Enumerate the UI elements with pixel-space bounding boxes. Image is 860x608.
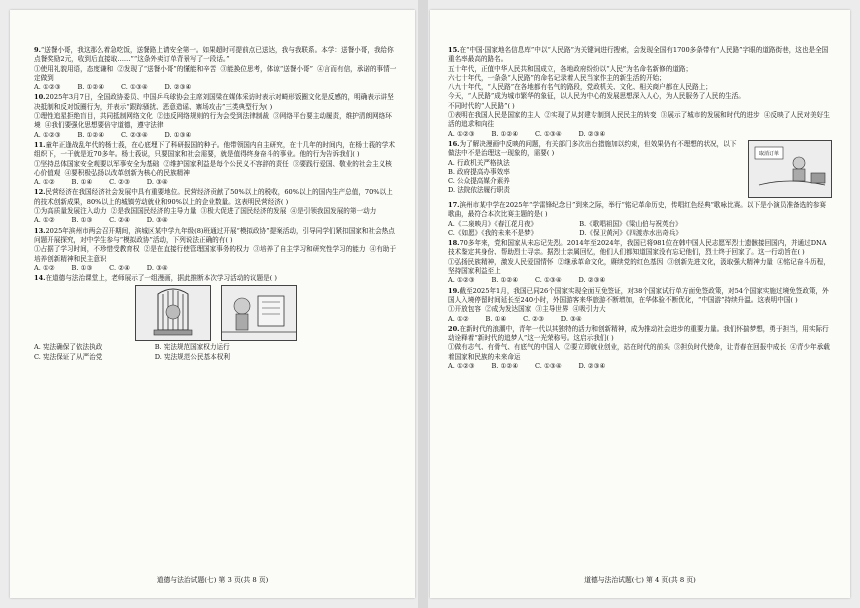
- question-stem: 滨州市某中学在2025年“学雷锋纪念日”到来之际，举行“铭记革命历史，传唱红色经典”歌咏比赛。以下是小演员准备选的参赛歌曲，最符合本次比赛主题的是( ): [448, 200, 827, 219]
- question-statements: ①为高质量发展注入动力 ②是我国国民经济的主导力量 ③极大促进了国民经济的发展 ④是引领我国发展的第一动力: [34, 207, 377, 216]
- answer-choices: A. ①② B. ①④ C. ②③ D. ③④: [34, 178, 168, 187]
- answer-choices: A. 宪法确保了依法执政 B. 宪法规范国家权力运行 C. 宪法保证了从严治党 D. 宪法规范公民基本权利: [34, 343, 230, 361]
- page-footer: 道德与法治试题(七) 第 3 页(共 8 页): [156, 576, 269, 584]
- question-number: 15.: [448, 46, 460, 54]
- cartoon-left: [135, 285, 211, 341]
- page-3: [10, 10, 415, 598]
- question-stem: 民营经济在我国经济社会发展中具有重要地位。民营经济贡献了50%以上的税收，60%以上的国内生产总值，70%以上的技术创新成果，80%以上的城镇劳动就业和90%以上的企业数量。这表明民营经济( ): [34, 188, 393, 206]
- question-stem: 70多年来，党和国家从未忘记先烈。2014年至2024年，我国已将981位在韩中国人民志愿军烈士遗骸接回国内，并通过DNA技术鉴定其身份、帮助烈士寻亲。据烈士亲属回忆，他们人们都知道国家没有忘记他们，烈士终于回家了。这一行动旨在( ): [448, 239, 827, 257]
- question-stem: 2025年3月7日，全国政协委员、中国乒乓球协会主席刘国梁在媒体采访时表示对畸形饭圈文化是反感的，明确表示讲坚决抵制和反对饭圈行为，并表示“跟踪骚扰、恶意造谣、寨场攻击”三类典型行为( ): [34, 93, 394, 111]
- page-4: [430, 10, 850, 598]
- question-number: 12.: [34, 188, 46, 197]
- question-stem: 为了解决漫画中反映的问题，有关部门多次出台措施加以约束，但效果仍有不理想的状况，以下做法中不是治理这一现象的，需要( ): [448, 139, 737, 158]
- question-12: [34, 188, 397, 225]
- question-number: 10.: [34, 93, 46, 102]
- question-number: 19.: [448, 286, 460, 295]
- question-number: 17.: [448, 200, 460, 209]
- question-stem: 在“中国·国家地名信息库”中以“人民路”为关键词进行搜索，会发现全国有1700多条带有“人民路”字眼的道路街巷，这也是全国重名率最高的路名。 五十年代，正值中华人民共和国成立，各地政府纷纷以“人民”为名命名新修的道路； 六七十年代，一条条“人民路”的命名记录着人民当家作主的新生活的开始； 八九十年代，“人民路”在各地都有名气的路段，党政机关、文化、相关商户都在人民路上； 今天，“人民路”成为城市繁华的象征，以人民为中心的发展思想深入人心，为人民服务了人民的生活。 不同时代的“人民路”( ): [448, 46, 829, 110]
- answer-choices: A. ①②③ B. ①②④ C. ②③④ D. ①③④: [34, 130, 192, 139]
- answer-choices: A. ①②③ B. ①②④ C. ①③④ D. ②③④: [448, 276, 606, 285]
- question-number: 18.: [448, 239, 460, 248]
- cartoon-right: [221, 285, 297, 341]
- question-17: [448, 201, 832, 238]
- answer-choices: A.《二泉映月》《春江花月夜》 B.《歌唱祖国》《梁山伯与祝英台》 C.《如愿》《我的未来不是梦》 D.《保卫黄河》《四渡赤水出奇兵》: [448, 219, 682, 237]
- question-statements: ①弘扬民族精神，激发人民爱国情怀 ②继承革命文化，赓续党的红色基因 ③创新先进文化，汲取强大精神力量 ④铭记奋斗历程，坚持国家利益至上: [448, 257, 830, 276]
- page-4-content: [448, 46, 832, 372]
- page-fold: [418, 0, 428, 608]
- cartoon-q16: [748, 140, 832, 198]
- cartoon-pair: [34, 285, 397, 341]
- question-number: 13.: [34, 226, 46, 235]
- question-statements: ①开放包容 ②成为发达国家 ③主导世界 ④吸引力大: [448, 305, 606, 314]
- question-statements: ①坚持总体国家安全观要以军事安全为基础 ②维护国家利益是每个公民义不容辞的责任 ③要践行爱国、敬业的社会主义核心价值观 ④要积极弘扬以改革创新为核心的民族精神: [34, 159, 392, 177]
- balance-cartoon-icon: [222, 286, 296, 340]
- question-statements: ①占据了学习时间，不珍惜受教育权 ②是在直接行使管理国家事务的权力 ③培养了自主学习和研究性学习的能力 ④有助于培养创新精神和民主意识: [34, 245, 397, 263]
- question-stem: 在道德与法治课堂上，老师展示了一组漫画，据此推断本次学习活动的议题是( ): [45, 274, 277, 283]
- question-19: [448, 287, 832, 324]
- question-statements: ①使用礼貌用语，态度谦和 ②发现了“送餐小哥”的懂能和辛苦 ③能换位思考，体谅“送餐小哥” ④言而有信，承诺的事情一定做到: [34, 64, 397, 82]
- answer-choices: A. ①②③ B. ①②④ C. ①③④ D. ②③④: [34, 83, 192, 92]
- answer-choices: A. ①② B. ①④ C. ②③ D. ③④: [448, 314, 582, 323]
- question-stem: 截至2025年1月，我国已同26个国家实现全面互免签证，对38个国家试行单方面免签政策，对54个国家实施过境免签政策，外国人入境停留时间延长至240小时，外国游客来华旅游不断增加，在华体验不断优化，“中国游”持续升温。这表明中国( ): [448, 286, 829, 304]
- question-statements: ①表明在我国人民是国家的主人 ②实现了从封建专制到人民民主的转变 ③展示了城市的发展和时代的进步 ④反映了人民对美好生活的追求和向往: [448, 111, 830, 129]
- answer-choices: A. ①②③ B. ①②④ C. ①③④ D. ②③④: [448, 362, 606, 371]
- question-number: 9.: [34, 46, 41, 54]
- question-number: 14.: [34, 274, 46, 283]
- question-10: [34, 93, 397, 139]
- question-stem: “送餐小哥，我这那么着急吃饭，送餐路上请安全第一。如果超时可提前点已送达，我与我联系。本学：送餐小哥，我给你点餐奖励2元，收到后直接取……”“这条外卖订单背景写了一段话。”: [34, 46, 394, 64]
- question-number: 11.: [34, 140, 46, 149]
- question-number: 16.: [448, 139, 460, 148]
- page-3-content: [34, 46, 397, 363]
- question-stem: 在新时代的浪潮中，青年一代以其独特的活力和创新精神，成为推动社会进步的重要力量。我们怀揣梦想，勇于担当，用实际行动诠释着“新时代的追梦人”这一光荣称号。这启示我们( ): [448, 324, 829, 343]
- digging-cartoon-icon: [749, 141, 831, 197]
- question-20: [448, 325, 832, 371]
- page-footer: 道德与法治试题(七) 第 4 页(共 8 页): [584, 576, 696, 584]
- question-11: [34, 141, 397, 187]
- answer-choices: A. 行政机关严格执法 B. 政府提高办事效率 C. 公众提高媒介素养 D. 法院依法履行职责: [448, 158, 510, 195]
- question-18: [448, 239, 832, 285]
- question-statements: ①做有志气、有骨气、有底气的中国人 ②要立即就业创业，站在时代的前头 ③担负时代使命，让青春在回报中成长 ④青少年承载着国家和民族的未来命运: [448, 343, 830, 361]
- svg-text:取消订单: 取消订单: [758, 150, 780, 157]
- question-stem: 童年正逢战乱年代的杨士莪，在心底埋下了科研报国的种子。他带领国内自主研究，在十几年的时间内，在杨士莪的学术组织下，一干就是近70多年。杨士莪说，只要国家和社会需要，就是值得终身奋斗的事业。他的行为告诉我们( ): [34, 140, 395, 159]
- question-stem: 2025年滨州市两会召开期间，滨城区某中学九年级(8)班通过开展“模拟政协”提案活动，引导同学们紧扣国家和社会热点问题开展探究，对中学生参与“模拟政协”活动，下列说法正确的有( ): [34, 226, 395, 244]
- question-13: [34, 227, 397, 273]
- answer-choices: A. ①② B. ①③ C. ②④ D. ③④: [34, 263, 168, 272]
- question-number: 20.: [448, 324, 460, 333]
- answer-choices: A. ①② B. ①③ C. ②④ D. ③④: [34, 216, 168, 225]
- question-statements: ①理性追星拒绝盲目，共同抵制网络文化 ②违反网络规则的行为会受到法律制裁 ③网络平台要主动履责，维护清朗网络环境 ④我们要强化思想要倍守道德，遵守法律: [34, 112, 392, 130]
- question-16: [448, 140, 832, 200]
- question-14: [34, 274, 397, 362]
- question-9: [34, 46, 397, 92]
- answer-choices: A. ①②③ B. ①②④ C. ①③④ D. ②③④: [448, 129, 606, 138]
- question-15: [448, 46, 832, 139]
- cage-cartoon-icon: [136, 286, 210, 340]
